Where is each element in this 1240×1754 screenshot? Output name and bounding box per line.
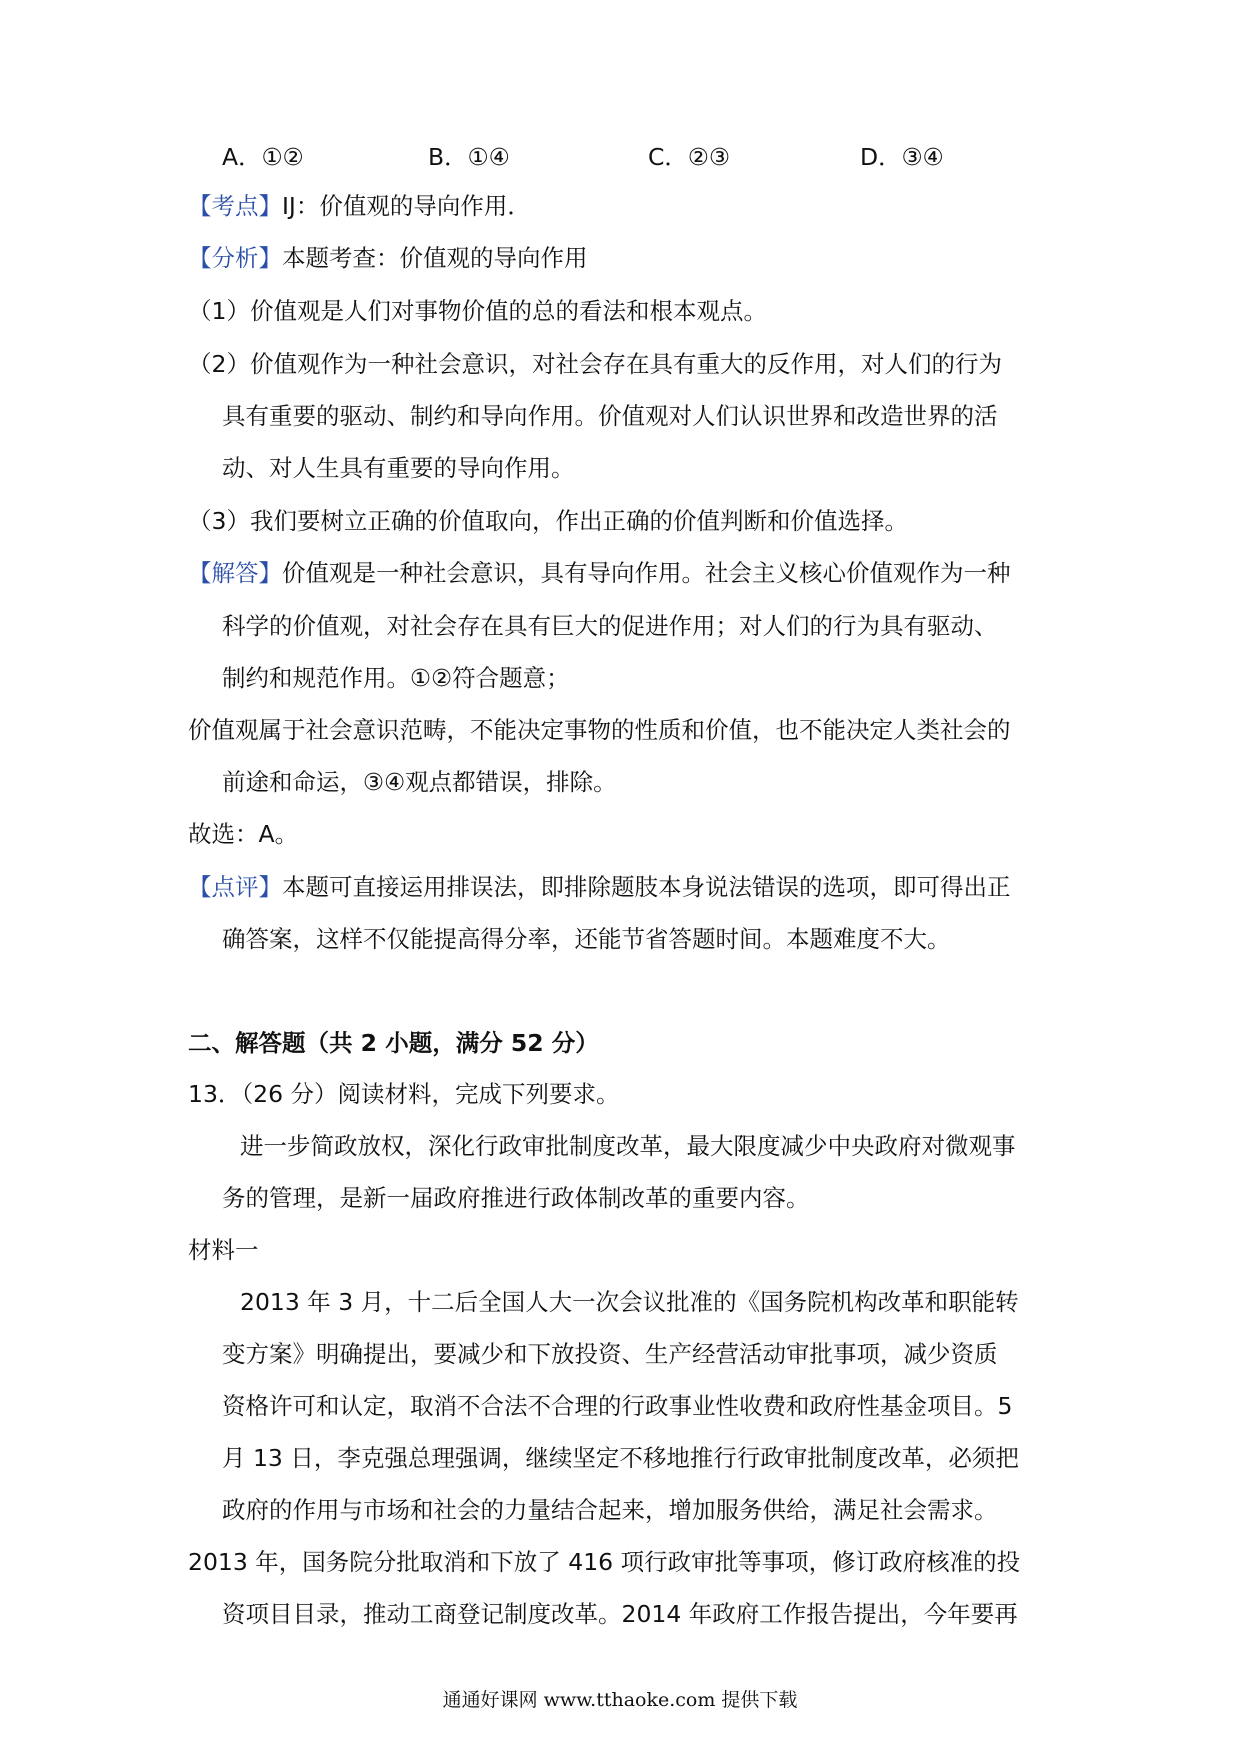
- fenxi-text: 本题考查：价值观的导向作用: [282, 244, 588, 272]
- section-heading: 二、解答题（共 2 小题，满分 52 分）: [188, 1029, 599, 1057]
- dianping-tag: 【点评】: [188, 873, 282, 901]
- page-footer: 通通好课网 www.tthaoke.com 提供下载: [442, 1689, 798, 1711]
- jieda-tag: 【解答】: [188, 559, 282, 587]
- intro-line-2: 务的管理，是新一届政府推进行政体制改革的重要内容。: [222, 1184, 810, 1212]
- fenxi-line: [188, 242, 1068, 274]
- question-13: 13．（26 分）阅读材料，完成下列要求。: [188, 1080, 620, 1108]
- jieda-line-5: 前途和命运，③④观点都错误，排除。: [222, 768, 617, 796]
- material-line-5: 政府的作用与市场和社会的力量结合起来，增加服务供给，满足社会需求。: [222, 1496, 998, 1524]
- jieda-answer: 故选：A。: [188, 820, 299, 848]
- jieda-line-4: 价值观属于社会意识范畴，不能决定事物的性质和价值，也不能决定人类社会的: [188, 716, 1011, 744]
- material-line-3: 资格许可和认定，取消不合法不合理的行政事业性收费和政府性基金项目。5: [222, 1392, 1013, 1420]
- material-line-7: 资项目目录，推动工商登记制度改革。2014 年政府工作报告提出，今年要再: [222, 1600, 1018, 1628]
- fenxi-item-3: （3）我们要树立正确的价值取向，作出正确的价值判断和价值选择。: [188, 507, 908, 535]
- material-line-2: 变方案》明确提出，要减少和下放投资、生产经营活动审批事项，减少资质: [222, 1340, 998, 1368]
- jieda-line-2: 科学的价值观，对社会存在具有巨大的促进作用；对人们的行为具有驱动、: [222, 612, 998, 640]
- fenxi-item-2: （2）价值观作为一种社会意识，对社会存在具有重大的反作用，对人们的行为: [188, 350, 1002, 378]
- jieda-text-1: 价值观是一种社会意识，具有导向作用。社会主义核心价值观作为一种: [282, 559, 1011, 587]
- jieda-line-1: [188, 557, 1068, 589]
- kaodian-text: IJ：价值观的导向作用．: [282, 192, 531, 220]
- jieda-line-3: 制约和规范作用。①②符合题意；: [222, 664, 570, 692]
- fenxi-item-2-cont-2: 动、对人生具有重要的导向作用。: [222, 454, 575, 482]
- material-line-1: 2013 年 3 月，十二后全国人大一次会议批准的《国务院机构改革和职能转: [240, 1288, 1019, 1316]
- material-line-4: 月 13 日，李克强总理强调，继续坚定不移地推行行政审批制度改革，必须把: [222, 1444, 1019, 1472]
- material-label: 材料一: [188, 1236, 259, 1264]
- fenxi-item-1: （1）价值观是人们对事物价值的总的看法和根本观点。: [188, 297, 767, 325]
- intro-line-1: 进一步简政放权，深化行政审批制度改革，最大限度减少中央政府对微观事: [240, 1132, 1016, 1160]
- fenxi-item-2-cont-1: 具有重要的驱动、制约和导向作用。价值观对人们认识世界和改造世界的活: [222, 402, 998, 430]
- dianping-text-1: 本题可直接运用排误法，即排除题肢本身说法错误的选项，即可得出正: [282, 873, 1011, 901]
- option-a: A．①②: [222, 143, 304, 171]
- option-d: D．③④: [860, 143, 944, 171]
- dianping-line-1: [188, 871, 1068, 903]
- fenxi-tag: 【分析】: [188, 244, 282, 272]
- kaodian-tag: 【考点】: [188, 192, 282, 220]
- kaodian-line: [188, 190, 1068, 222]
- option-b: B．①④: [428, 143, 510, 171]
- option-c: C．②③: [648, 143, 731, 171]
- dianping-line-2: 确答案，这样不仅能提高得分率，还能节省答题时间。本题难度不大。: [222, 925, 951, 953]
- material-line-6: 2013 年，国务院分批取消和下放了 416 项行政审批等事项，修订政府核准的投: [188, 1548, 1021, 1576]
